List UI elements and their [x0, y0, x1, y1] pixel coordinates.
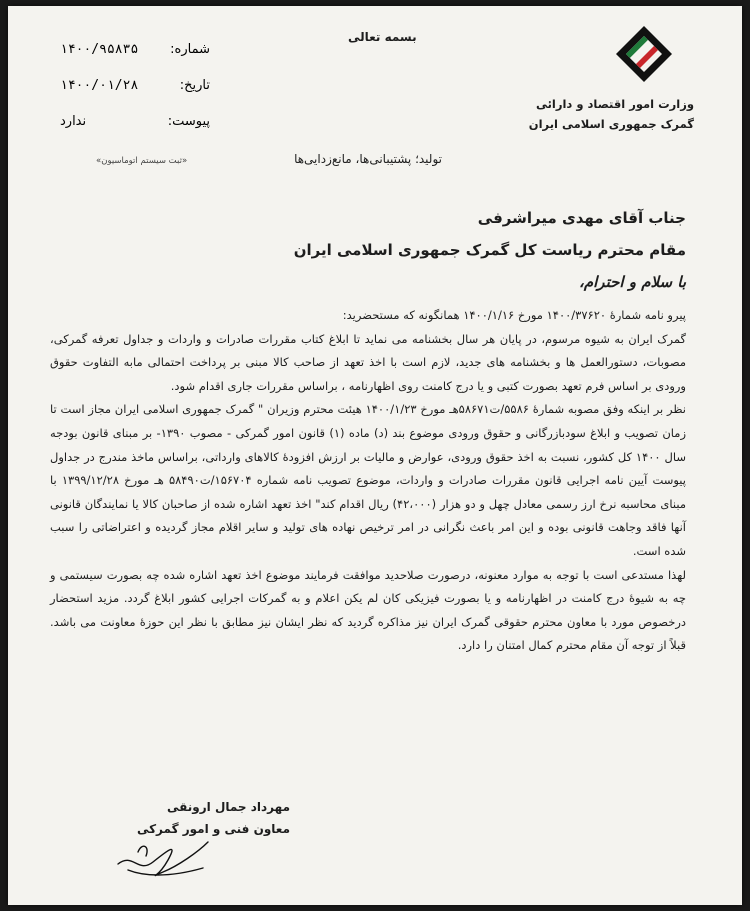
meta-number	[60, 32, 210, 68]
addressee	[46, 202, 686, 298]
number-value: ۱۴۰۰/۹۵۸۳۵	[60, 42, 139, 57]
addressee-title: مقام محترم ریاست کل گمرک جمهوری اسلامی ایران	[293, 241, 686, 259]
date-value: ۱۴۰۰/۰۱/۲۸	[60, 78, 139, 93]
paragraph-4: لهذا مستدعی است با توجه به موارد معنونه، درصورت صلاحدید موافقت فرمایند موضوع اخذ تعهد اشاره شده چه بصورت سیستمی و چه به شیوهٔ درج کامنت در اظهارنامه و یا بصورت فیزیکی کان لم یکن اعلام و به گمرکات اجرایی کشور ابلاغ گردد. مزید استحضار درخصوص مورد با معاون محترم حقوقی گمرک ایران نیز مذاکره گردید که نظر ایشان نیز مطابق با نظر این حوزهٔ معاونت می باشد. قبلاً از توجه آن مقام محترم کمال امتنان را دارد.	[50, 567, 686, 653]
paragraph-3: نظر بر اینکه وفق مصوبه شمارهٔ ۵۵۸۶/ت۵۸۶۷۱هـ مورخ ۱۴۰۰/۱/۲۳ هیئت محترم وزیران " گمرک جمهوری اسلامی ایران مجاز است تا زمان تصویب و ابلاغ سودبازرگانی و حقوق ورودی موضوع بند (د) ماده (۱) قانون امور گمرکی - مصوب ۱۳۹۰- بر مبنای قانون بودجه سال ۱۴۰۰ کل کشور، نسبت به اخذ حقوق ورودی، عوارض و مالیات بر ارزش افزودهٔ کالاهای وارداتی، براساس ماخذ مندرج در جداول پیوست آیین نامه اجرایی قانون مقررات صادرات و واردات، موضوع تصویب نامه شماره ۱۵۶۷۰۴/ت۵۸۴۹۰ هـ مورخ ۱۳۹۹/۱۲/۲۸ با مبنای محاسبه نرخ ارز رسمی معادل چهل و دو هزار (۴۲،۰۰۰) ریال اقدام کند" اخذ تعهد اشاره شده از صاحبان کالا یا نمایندگان قانونی آنها فاقد وجاهت قانونی بوده و این امر باعث نگرانی در امر ترخیص نهاده های تولید و سایر اقلام مجاز گردیده و اعتراضاتی را سبب شده است.	[50, 402, 686, 558]
basmala: بسمه تعالی	[348, 30, 417, 44]
attachment-value: ندارد	[60, 114, 87, 129]
customs-name: گمرک جمهوری اسلامی ایران	[528, 117, 694, 131]
subject-line: تولید؛ پشتیبانی‌ها، مانع‌زدایی‌ها	[294, 152, 442, 166]
salutation: با سلام و احترام،	[579, 273, 686, 291]
handwritten-signature	[108, 812, 218, 882]
system-note: «ثبت سیستم اتوماسیون»	[96, 156, 188, 166]
organization-name	[514, 94, 694, 134]
date-label: تاریخ:	[179, 78, 210, 93]
attachment-label: پیوست:	[167, 114, 210, 129]
signer-title: معاون فنی و امور گمرکی	[136, 822, 290, 836]
letter-meta	[60, 32, 210, 140]
paragraph-2: گمرک ایران به شیوه مرسوم، در پایان هر سال بخشنامه می نماید تا ابلاغ کتاب مقررات صادرات و واردات و جداول تعرفه گمرکی، مصوبات، دستورالعمل ها و بخشنامه های جدید، لازم است با اخذ تعهد از صاحب کالا مبنی بر پرداخت احتمالی مابه التفاوت حقوق ورودی بر اساس فرم تعهد بصورت کتبی و یا درج کامنت روی اظهارنامه ، براساس مقررات جاری اقدام شود.	[50, 331, 686, 393]
meta-date	[60, 68, 210, 104]
addressee-name: جناب آقای مهدی میراشرفی	[477, 209, 686, 227]
customs-logo-icon	[614, 24, 674, 84]
meta-attachment	[60, 104, 210, 140]
paragraph-1: پیرو نامه شمارهٔ ۱۴۰۰/۳۷۶۲۰ مورخ ۱۴۰۰/۱/۱۶ همانگونه که مستحضرید:	[342, 308, 686, 322]
ministry-name: وزارت امور اقتصاد و دارائی	[535, 97, 694, 111]
letter-page	[8, 6, 742, 905]
letter-body	[50, 304, 686, 658]
number-label: شماره:	[170, 42, 210, 57]
signer-name: مهرداد جمال ارونقی	[167, 800, 290, 814]
